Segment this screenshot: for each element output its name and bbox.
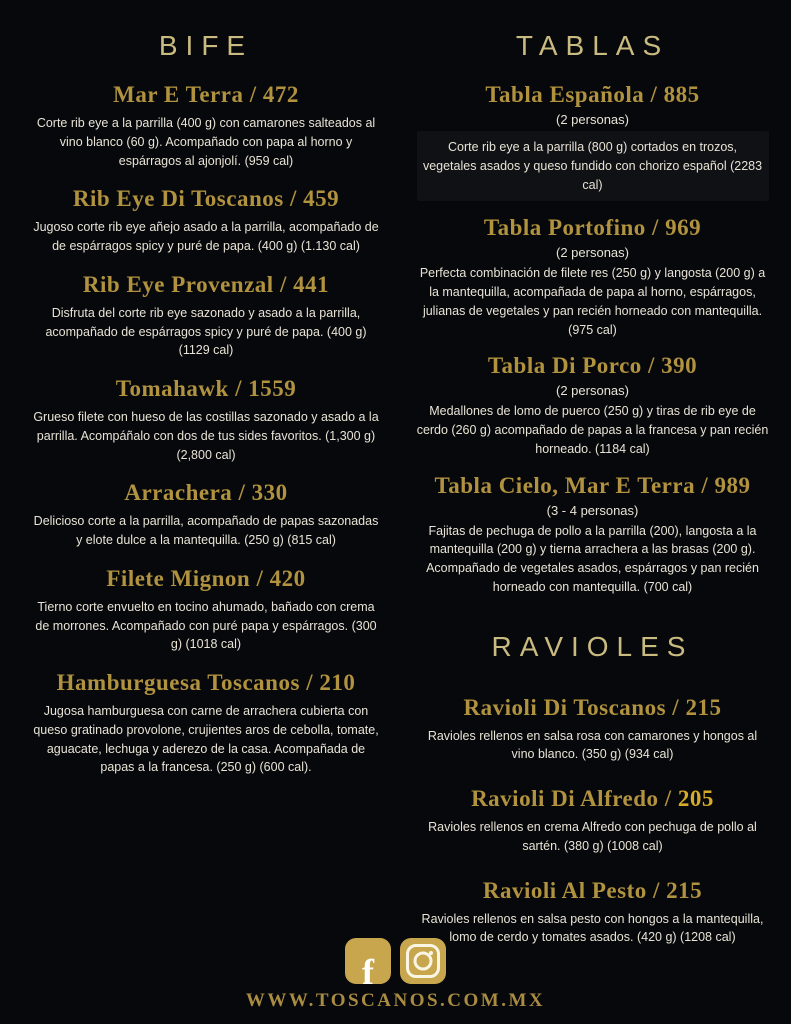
menu-item-title [16, 670, 396, 696]
menu-item-name: Tabla Di Porco [487, 353, 642, 379]
menu-item-name: Ravioli Al Pesto [482, 877, 647, 903]
section-heading-ravioles: RAVIOLES [491, 630, 694, 662]
menu-item-name: Tabla Portofino [483, 215, 646, 241]
menu-item-price: 330 [251, 480, 288, 506]
menu-item-separator: / [695, 472, 715, 498]
menu-item-price: 215 [666, 877, 703, 903]
menu-item-name: Filete Mignon [106, 565, 251, 591]
menu-item-separator: / [658, 786, 678, 811]
menu-item-name: Arrachera [124, 480, 233, 506]
menu-item [16, 376, 396, 464]
menu-item [16, 670, 396, 777]
menu-item-separator: / [299, 670, 320, 695]
menu-item-name: Ravioli Di Alfredo [471, 786, 659, 811]
menu-item-serving: (2 personas) [556, 112, 629, 127]
menu-item [412, 473, 773, 597]
menu-item-serving: (3 - 4 personas) [546, 502, 639, 518]
menu-item-separator: / [645, 215, 666, 241]
section-heading-tablas: TABLAS [515, 30, 670, 61]
social-icons-row [0, 938, 791, 984]
column-bife [0, 0, 406, 969]
menu-item-price: 969 [665, 215, 702, 241]
menu-item-name: Rib Eye Provenzal [82, 271, 274, 297]
menu-item [16, 480, 396, 550]
website-url: WWW.TOSCANOS.COM.MX [245, 990, 546, 1011]
menu-item-title [412, 353, 773, 379]
menu-item-title [412, 878, 773, 904]
menu-item [412, 878, 773, 948]
menu-item-description: Perfecta combinación de filete res (250 g) y langosta (200 g) a la mantequilla, acompañada de papa al horno, espárragos, julianas de vegetales y pan recién horneado con mantequilla. (975 cal) [419, 266, 766, 337]
menu-item-description: Delicioso corte a la parrilla, acompañado de papas sazonadas y elote dulce a la mantequilla. (250 g) (815 cal) [33, 514, 379, 547]
menu-item-title [16, 480, 396, 506]
menu-item [16, 272, 396, 360]
menu-item-description: Grueso filete con hueso de las costillas sazonado y asado a la parrilla. Acompáñalo con dos de tus sides favoritos. (1,300 g) (2,800 cal) [33, 410, 379, 462]
menu-item-separator: / [641, 353, 662, 379]
menu-item-separator: / [644, 82, 664, 107]
instagram-flash-dot [429, 951, 433, 955]
menu-item-description: Disfruta del corte rib eye sazonado y asado a la parrilla, acompañado de espárragos spicy y puré de papa. (400 g) (1129 cal) [45, 305, 367, 358]
menu-item-name: Tabla Cielo, Mar E Terra [434, 472, 696, 498]
menu-item-name: Hamburguesa Toscanos [56, 670, 300, 695]
menu-item [412, 695, 773, 765]
menu-item-separator: / [232, 480, 252, 506]
menu-item [412, 215, 773, 339]
menu-item-description: Ravioles rellenos en salsa rosa con camarones y hongos al vino blanco. (350 g) (934 cal) [427, 728, 758, 762]
menu-item-separator: / [646, 877, 667, 903]
menu-item-title [412, 695, 773, 721]
menu-item-title [16, 566, 396, 592]
column-tablas-ravioles [406, 0, 791, 969]
menu-item [412, 82, 773, 201]
menu-item-price: 215 [685, 694, 722, 720]
menu-item-price: 1559 [248, 376, 297, 401]
menu-item-separator: / [666, 694, 686, 720]
menu-item-serving: (2 personas) [556, 383, 629, 399]
instagram-frame [406, 944, 440, 978]
menu-item-title [412, 473, 773, 499]
menu-item-price: 441 [293, 271, 330, 297]
menu-item-name: Mar E Terra [113, 82, 244, 107]
menu-item-title [16, 272, 396, 298]
instagram-icon[interactable] [400, 938, 446, 984]
menu-item-description: Jugoso corte rib eye añejo asado a la parrilla, acompañado de de espárragos spicy y puré de papa. (400 g) (1.130 cal) [33, 220, 379, 253]
menu-item-price: 472 [262, 82, 299, 107]
menu-item-separator: / [273, 271, 294, 297]
menu-item-description: Corte rib eye a la parrilla (800 g) cortados en trozos, vegetales asados y queso fundido con chorizo español (2283 cal) [417, 131, 769, 201]
menu-item-description: Ravioles rellenos en salsa pesto con hongos a la mantequilla, lomo de cerdo y tomates asados. (420 g) (1208 cal) [421, 911, 764, 945]
menu-item-description: Ravioles rellenos en crema Alfredo con pechuga de pollo al sartén. (380 g) (1008 cal) [428, 820, 757, 853]
menu-item-description: Medallones de lomo de puerco (250 g) y tiras de rib eye de cerdo (260 g) acompañado de papas a la francesa y pan recién horneado. (1184 cal) [416, 404, 769, 456]
menu-item-title [412, 215, 773, 241]
menu-item [16, 566, 396, 654]
menu-item-separator: / [250, 565, 270, 591]
menu-item-price: 459 [303, 186, 340, 212]
menu-item-title [16, 376, 396, 402]
menu-item-price: 989 [714, 472, 751, 498]
menu-item-price: 885 [663, 82, 700, 107]
menu-item-price: 390 [661, 353, 698, 379]
menu-item [16, 186, 396, 256]
menu-item-separator: / [228, 376, 249, 401]
menu-item-title [16, 82, 396, 108]
menu-item-serving: (2 personas) [556, 245, 629, 261]
menu-item-description: Tierno corte envuelto en tocino ahumado, bañado con crema de morrones. Acompañado con puré papa y espárragos. (300 g) (1018 cal) [35, 599, 377, 652]
menu-item-separator: / [243, 82, 263, 107]
menu-item-title [412, 82, 773, 108]
menu-footer [0, 938, 791, 1012]
menu-item-name: Tabla Española [485, 82, 645, 107]
menu-item-name: Tomahawk [115, 376, 229, 401]
section-heading-bife: BIFE [158, 30, 254, 61]
menu-item [412, 786, 773, 856]
menu-item-name: Ravioli Di Toscanos [463, 694, 667, 720]
menu-item [16, 82, 396, 170]
menu-item [412, 353, 773, 458]
facebook-icon[interactable] [345, 938, 391, 984]
facebook-f-glyph: f [362, 952, 374, 984]
menu-item-description: Corte rib eye a la parrilla (400 g) con camarones salteados al vino blanco (60 g). Acompañado con papa al horno y espárragos al ajonjolí. (959 cal) [36, 116, 376, 168]
menu-item-title [412, 786, 773, 812]
menu-item-separator: / [283, 186, 304, 212]
menu-item-price: 205 [677, 786, 714, 811]
menu-item-description: Jugosa hamburguesa con carne de arrachera cubierta con queso gratinado provolone, crujientes aros de cebolla, tomate, aguacate, lechuga y aderezo de la casa. Acompañada de papas a la francesa. (250 g) (600 cal). [33, 704, 379, 775]
menu-item-description: Fajitas de pechuga de pollo a la parrilla (200), langosta a la mantequilla (200 g) y tierna arrachera a las brasas (200 g). Acompañado de vegetales asados, espárragos y pan recién horneado con mantequilla. (700 cal) [426, 523, 759, 594]
menu-item-name: Rib Eye Di Toscanos [72, 186, 284, 212]
menu-item-price: 420 [269, 565, 306, 591]
menu-item-title [16, 186, 396, 212]
menu-item-price: 210 [319, 670, 356, 695]
